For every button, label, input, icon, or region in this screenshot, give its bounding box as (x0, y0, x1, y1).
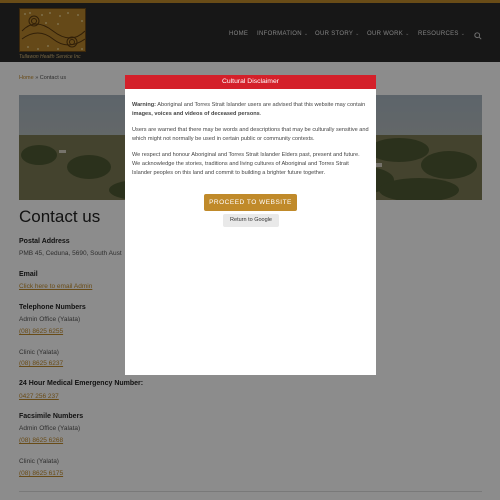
cultural-disclaimer-modal (125, 75, 376, 375)
sensitive-words-paragraph: Users are warned that there may be words and descriptions that may be culturally sensitive and which might not normally be used in certain public or community contexts. (132, 127, 369, 142)
return-to-google-button[interactable]: Return to Google (223, 214, 279, 227)
warning-text: Aboriginal and Torres Strait Islander users are advised that this website may contain (156, 102, 366, 108)
chevron-down-icon: ⌄ (460, 31, 466, 37)
warning-end: . (259, 111, 262, 117)
facsimile-label: Facsimile Numbers (19, 413, 84, 420)
admin-office-label: Admin Office (Yalata) (19, 316, 81, 323)
nav-resources-label: RESOURCES (418, 31, 459, 37)
chevron-down-icon: ⌄ (355, 31, 360, 37)
postal-address-label: Postal Address (19, 238, 70, 245)
breadcrumb-separator: » (33, 75, 40, 81)
clinic-phone-link[interactable]: (08) 8625 6237 (19, 360, 64, 367)
emergency-label: 24 Hour Medical Emergency Number: (19, 380, 144, 387)
acknowledgement-paragraph: We respect and honour Aboriginal and Torres Strait Islander Elders past, present and future. We acknowledge the stories, traditions and living cultures of Aboriginal and Torres Strait Islander peoples on this land and commit to building a brighter future together. (132, 152, 360, 176)
warning-label: Warning: (132, 102, 157, 108)
fax-clinic-label: Clinic (Yalata) (19, 458, 59, 465)
page-title: Contact us (19, 207, 101, 226)
fax-admin-link[interactable]: (08) 8625 6268 (19, 437, 64, 444)
email-admin-link[interactable]: Click here to email Admin (19, 283, 93, 290)
fax-clinic-link[interactable]: (08) 8625 6175 (19, 470, 64, 477)
email-label: Email (19, 271, 38, 278)
clinic-label: Clinic (Yalata) (19, 349, 59, 356)
modal-body (125, 89, 376, 178)
nav-home-label: HOME (229, 31, 249, 37)
nav-our-story-label: OUR STORY (315, 31, 354, 37)
breadcrumb-home-link[interactable]: Home (19, 75, 34, 81)
warning-bold-text: images, voices and videos of deceased persons (132, 111, 260, 117)
nav-information-label: INFORMATION (257, 31, 302, 37)
proceed-to-website-button[interactable]: PROCEED TO WEBSITE (204, 194, 297, 211)
emergency-phone-link[interactable]: 0427 256 237 (19, 393, 59, 400)
telephone-label: Telephone Numbers (19, 304, 86, 311)
logo-caption: Tullawon Health Service Inc (19, 54, 81, 60)
chevron-down-icon: ⌄ (405, 31, 410, 37)
modal-title: Cultural Disclaimer (125, 75, 376, 89)
warning-paragraph (132, 101, 369, 119)
admin-phone-link[interactable]: (08) 8625 6255 (19, 328, 64, 335)
chevron-down-icon: ⌄ (303, 31, 309, 37)
breadcrumb-current: Contact us (39, 75, 67, 81)
postal-address-value: PMB 45, Ceduna, 5690, South Aust (19, 250, 122, 257)
fax-admin-office-label: Admin Office (Yalata) (19, 425, 81, 432)
nav-our-work-label: OUR WORK (367, 31, 404, 37)
